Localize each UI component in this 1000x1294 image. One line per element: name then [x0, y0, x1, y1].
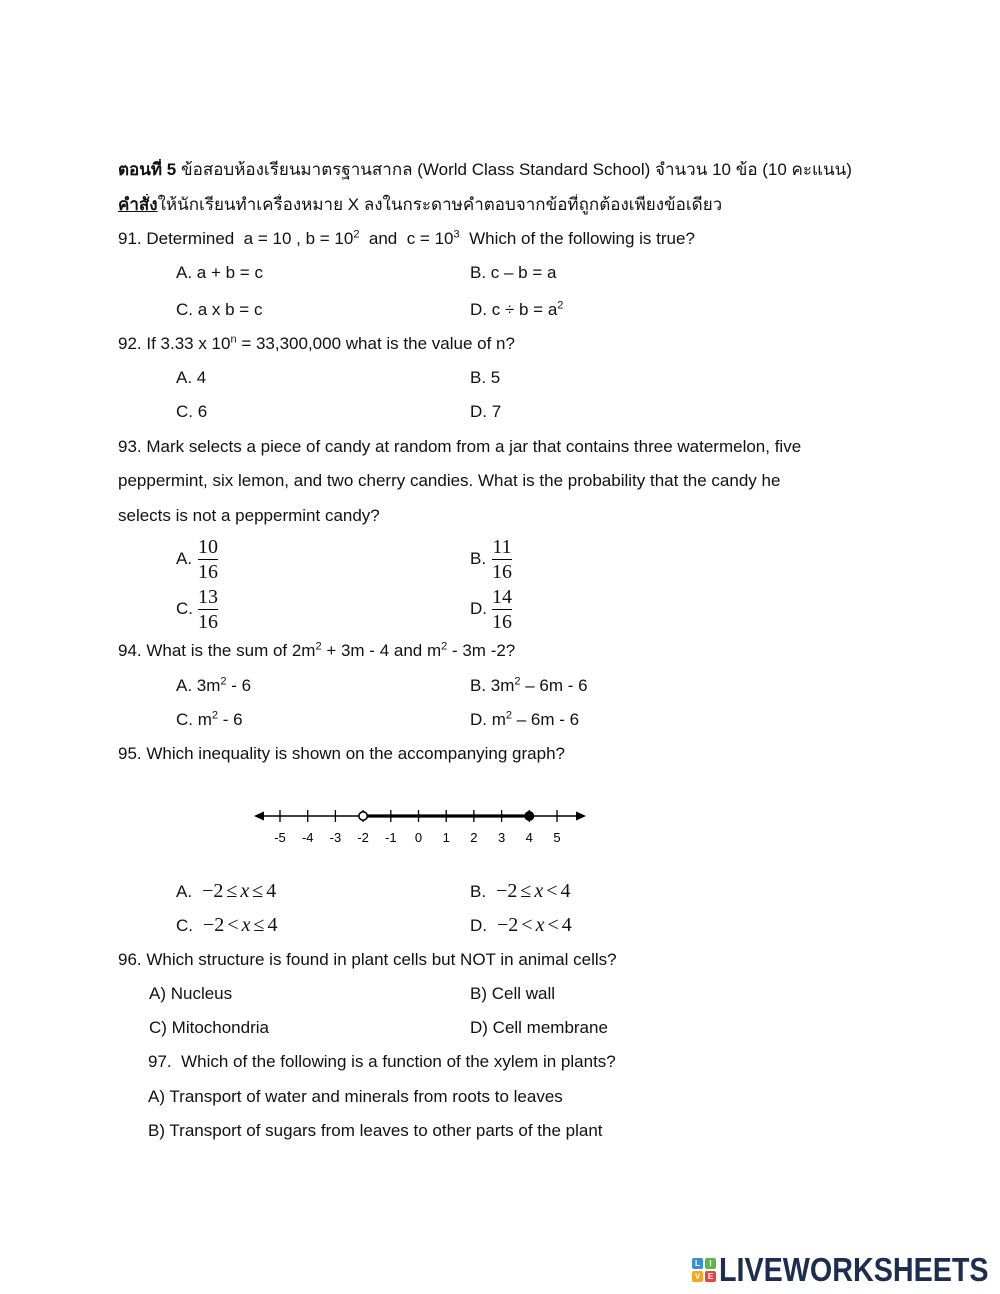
- choice-text: D) Cell membrane: [470, 1018, 608, 1037]
- choice-text: – 6m - 6: [512, 710, 580, 729]
- operator: ≤: [520, 880, 532, 902]
- right-arrowhead: [576, 812, 586, 821]
- lower-bound: −2: [497, 914, 519, 936]
- choice-text: A. a + b = c: [176, 263, 263, 282]
- question-93-choice-c-label: C.: [176, 599, 193, 618]
- variable: x: [241, 914, 251, 936]
- instruction-label: คำสั่ง: [118, 195, 158, 214]
- question-94-choice-c: [176, 709, 243, 731]
- number-line-tick-label: -3: [329, 830, 342, 845]
- operator: <: [521, 914, 533, 936]
- question-91-stem: [118, 228, 695, 250]
- stem-text: + 3m - 4 and m: [321, 641, 442, 660]
- part-heading: [118, 159, 878, 181]
- choice-text: A) Transport of water and minerals from roots to leaves: [148, 1087, 563, 1106]
- choice-text: B. 5: [470, 368, 501, 387]
- numerator: 10: [198, 536, 218, 558]
- choice-text: - 6: [218, 710, 243, 729]
- choice-text: B) Cell wall: [470, 984, 556, 1003]
- stem-text: 91. Determined a = 10 , b = 10: [118, 229, 354, 248]
- question-95-choice-b: [470, 880, 571, 903]
- question-97-stem: [148, 1051, 616, 1073]
- superscript: 2: [220, 675, 227, 688]
- question-96-choice-a: [149, 983, 232, 1005]
- superscript: 3: [453, 228, 460, 241]
- stem-text: 95. Which inequality is shown on the accompanying graph?: [118, 744, 565, 763]
- instruction-text: ให้นักเรียนทำเครื่องหมาย X ลงในกระดาษคำตอบจากข้อที่ถูกต้องเพียงข้อเดียว: [157, 195, 723, 214]
- question-93-choice-d-fraction: [491, 585, 513, 634]
- question-91-choice-d: [470, 299, 563, 321]
- question-97-choice-b: [148, 1120, 603, 1142]
- operator: <: [546, 880, 558, 902]
- operator: <: [227, 914, 239, 936]
- question-95-choice-c: [176, 914, 277, 937]
- stem-text: 96. Which structure is found in plant cells but NOT in animal cells?: [118, 950, 617, 969]
- superscript: 2: [557, 299, 564, 312]
- question-92-choice-a: [176, 367, 206, 389]
- question-96-choice-b: [470, 983, 555, 1005]
- number-line-tick-label: -4: [301, 830, 314, 845]
- choice-label: C.: [176, 916, 193, 935]
- choice-text: D. m: [470, 710, 506, 729]
- operator: <: [547, 914, 559, 936]
- logo-icon-cell: L: [692, 1258, 703, 1269]
- inequality: [202, 880, 276, 902]
- denominator: 16: [492, 611, 512, 633]
- choice-text: - 6: [226, 676, 252, 695]
- operator: ≤: [252, 880, 264, 902]
- choice-text: B. c – b = a: [470, 263, 557, 282]
- number-line-tick-label: -1: [385, 830, 397, 845]
- question-97-choice-a: [148, 1086, 563, 1108]
- lower-bound: −2: [496, 880, 518, 902]
- numerator: 13: [198, 586, 218, 608]
- inequality: [203, 914, 277, 936]
- stem-text: = 33,300,000 what is the value of n?: [236, 334, 515, 353]
- variable: x: [240, 880, 250, 902]
- stem-text: peppermint, six lemon, and two cherry candies. What is the probability that the candy he: [118, 471, 781, 490]
- choice-text: – 6m - 6: [520, 676, 588, 695]
- number-line-tick-label: 0: [414, 830, 423, 845]
- numerator: 11: [492, 536, 512, 558]
- upper-bound: 4: [267, 914, 278, 936]
- liveworksheets-logo-text: LIVEWORKSHEETS: [719, 1251, 989, 1288]
- logo-icon-cell: I: [705, 1258, 716, 1269]
- question-93-choice-a-label: A.: [176, 549, 193, 568]
- question-94-choice-a: [176, 675, 251, 697]
- choice-text: A. 3m: [176, 676, 221, 695]
- question-96-stem: [118, 949, 617, 971]
- lower-bound: −2: [202, 880, 224, 902]
- stem-text: 92. If 3.33 x 10: [118, 334, 231, 353]
- operator: ≤: [226, 880, 238, 902]
- superscript: 2: [514, 675, 521, 688]
- upper-bound: 4: [266, 880, 277, 902]
- number-line-tick-label: 1: [442, 830, 450, 845]
- stem-text: - 3m -2?: [447, 641, 516, 660]
- part-label: ตอนที่ 5: [118, 160, 177, 179]
- question-92-stem: [118, 333, 515, 355]
- number-line-tick-label: 4: [525, 830, 533, 845]
- question-92-choice-c: [176, 401, 207, 423]
- number-line-tick-label: 5: [553, 830, 561, 845]
- question-94-stem: [118, 640, 515, 662]
- choice-text: C) Mitochondria: [149, 1018, 269, 1037]
- question-91-choice-c: [176, 299, 262, 321]
- choice-text: D. 7: [470, 402, 502, 421]
- question-94-choice-d: [470, 709, 579, 731]
- left-arrowhead: [254, 812, 264, 821]
- denominator: 16: [492, 561, 512, 583]
- choice-text: A. 4: [176, 368, 207, 387]
- lower-bound: −2: [203, 914, 225, 936]
- denominator: 16: [198, 561, 218, 583]
- superscript: 2: [315, 640, 322, 653]
- stem-text: and c = 10: [359, 229, 454, 248]
- superscript: 2: [441, 640, 448, 653]
- question-93-choice-a-fraction: [197, 535, 219, 584]
- question-93-choice-b-label: B.: [470, 549, 487, 568]
- upper-bound: 4: [561, 914, 572, 936]
- number-line-tick-label: -2: [357, 830, 369, 845]
- choice-label: B.: [470, 882, 487, 901]
- choice-label: A.: [176, 882, 193, 901]
- question-91-choice-a: [176, 262, 263, 284]
- question-94-choice-b: [470, 675, 588, 697]
- question-95-choice-d: [470, 914, 572, 937]
- operator: ≤: [253, 914, 265, 936]
- closed-endpoint: [524, 811, 534, 821]
- choice-text: C. a x b = c: [176, 300, 263, 319]
- choice-text: D. c ÷ b = a: [470, 300, 558, 319]
- stem-text: 94. What is the sum of 2m: [118, 641, 316, 660]
- stem-text: 97. Which of the following is a function of the xylem in plants?: [148, 1052, 616, 1071]
- number-line-tick-label: 3: [497, 830, 506, 845]
- choice-text: B. 3m: [470, 676, 515, 695]
- superscript: n: [230, 333, 237, 346]
- question-96-choice-c: [149, 1017, 269, 1039]
- question-95-choice-a: [176, 880, 276, 903]
- part-description: ข้อสอบห้องเรียนมาตรฐานสากล (World Class Standard School) จำนวน 10 ข้อ (10 คะแนน): [176, 160, 852, 179]
- variable: x: [535, 914, 545, 936]
- choice-text: C. m: [176, 710, 212, 729]
- inequality: [496, 880, 570, 902]
- question-93-choice-c-fraction: [197, 585, 219, 634]
- choice-text: A) Nucleus: [149, 984, 233, 1003]
- question-96-choice-d: [470, 1017, 608, 1039]
- superscript: 2: [353, 228, 360, 241]
- choice-text: C. 6: [176, 402, 208, 421]
- question-91-choice-b: [470, 262, 556, 284]
- open-endpoint: [359, 812, 367, 820]
- question-93-choice-d-label: D.: [470, 599, 487, 618]
- numerator: 14: [492, 586, 512, 608]
- question-95-stem: [118, 743, 565, 765]
- logo-icon-cell: E: [705, 1271, 716, 1282]
- logo-icon-cell: V: [692, 1271, 703, 1282]
- question-93-stem-line-1: [118, 436, 801, 458]
- instruction: [118, 194, 878, 216]
- choice-text: B) Transport of sugars from leaves to other parts of the plant: [148, 1121, 603, 1140]
- choice-label: D.: [470, 916, 487, 935]
- question-93-stem-line-2: [118, 470, 780, 492]
- variable: x: [534, 880, 544, 902]
- number-line-tick-label: -5: [274, 830, 286, 845]
- question-93-choice-b-fraction: [491, 535, 513, 584]
- stem-text: 93. Mark selects a piece of candy at random from a jar that contains three watermelon, five: [118, 437, 802, 456]
- question-92-choice-d: [470, 401, 501, 423]
- upper-bound: 4: [560, 880, 571, 902]
- number-line-tick-label: 2: [470, 830, 478, 845]
- liveworksheets-logo-icon: [692, 1258, 716, 1282]
- superscript: 2: [211, 709, 219, 722]
- question-92-choice-b: [470, 367, 500, 389]
- superscript: 2: [505, 709, 513, 722]
- denominator: 16: [198, 611, 218, 633]
- inequality: [497, 914, 572, 936]
- stem-text: Which of the following is true?: [459, 229, 695, 248]
- question-93-stem-line-3: [118, 505, 380, 527]
- stem-text: selects is not a peppermint candy?: [118, 506, 380, 525]
- number-line: [250, 800, 590, 850]
